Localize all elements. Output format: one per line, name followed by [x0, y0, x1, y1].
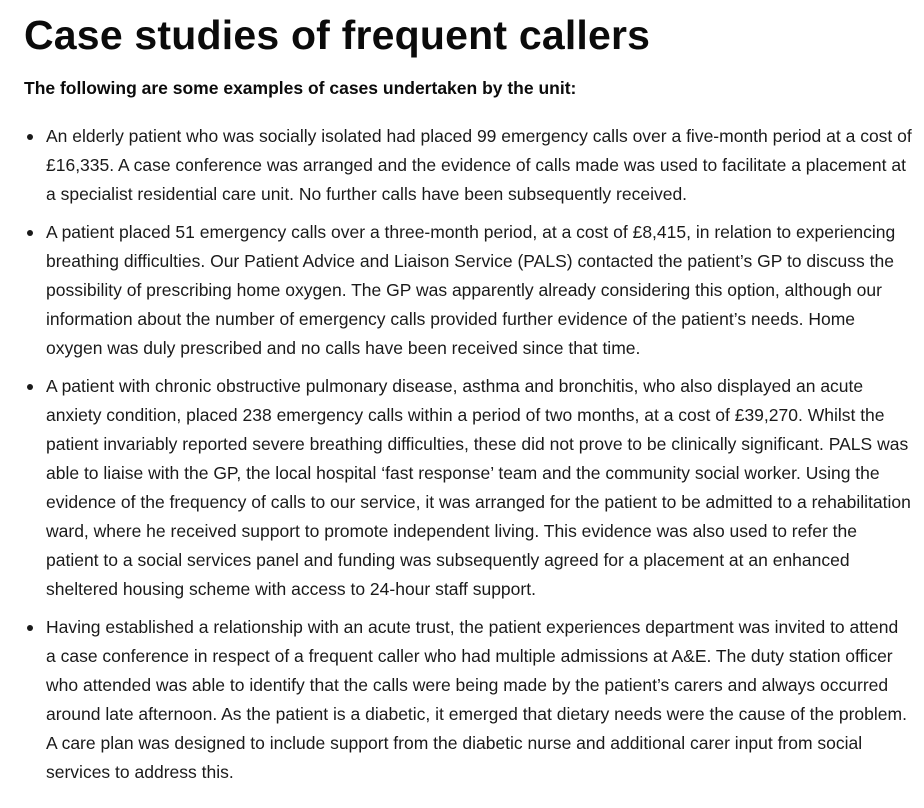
bullet-icon — [27, 384, 33, 390]
intro-text: The following are some examples of cases undertaken by the unit: — [24, 78, 577, 98]
page-title: Case studies of frequent callers — [24, 12, 651, 58]
bullet-icon — [27, 230, 33, 236]
bullet-icon — [27, 134, 33, 140]
case-text: A patient placed 51 emergency calls over a three-month period, at a cost of £8,415, in relation to experiencing breathing difficulties. Our Patient Advice and Liaison Service (PALS) contacted the patient’s GP to discuss the possibility of prescribing home oxygen. The GP was apparently already considering this option, although our information about the number of emergency calls provided further evidence of the patient’s needs. Home oxygen was duly prescribed and no calls have been received since that time. — [46, 222, 896, 358]
list-item — [24, 372, 912, 604]
case-text: An elderly patient who was socially isolated had placed 99 emergency calls over a five-month period at a cost of £16,335. A case conference was arranged and the evidence of calls made was used to facilitate a placement at a specialist residential care unit. No further calls have been subsequently received. — [46, 126, 912, 204]
case-text: A patient with chronic obstructive pulmonary disease, asthma and bronchitis, who also displayed an acute anxiety condition, placed 238 emergency calls within a period of two months, at a cost of £39,270. Whilst the patient invariably reported severe breathing difficulties, these did not prove to be clinically significant. PALS was able to liaise with the GP, the local hospital ‘fast response’ team and the community social worker. Using the evidence of the frequency of calls to our service, it was arranged for the patient to be admitted to a rehabilitation ward, where he received support to promote independent living. This evidence was also used to refer the patient to a social services panel and funding was subsequently agreed for a placement at an enhanced sheltered housing scheme with access to 24-hour staff support. — [46, 376, 911, 599]
case-text: Having established a relationship with an acute trust, the patient experiences department was invited to attend a case conference in respect of a frequent caller who had multiple admissions at A&E. The duty station officer who attended was able to identify that the calls were being made by the patient’s carers and always occurred around late afternoon. As the patient is a diabetic, it emerged that dietary needs were the cause of the problem. A care plan was designed to include support from the diabetic nurse and additional carer input from social services to address this. — [46, 617, 907, 782]
bullet-icon — [27, 625, 33, 631]
case-list — [24, 122, 914, 787]
list-item — [24, 122, 912, 209]
list-item — [24, 613, 912, 787]
list-item — [24, 218, 912, 363]
